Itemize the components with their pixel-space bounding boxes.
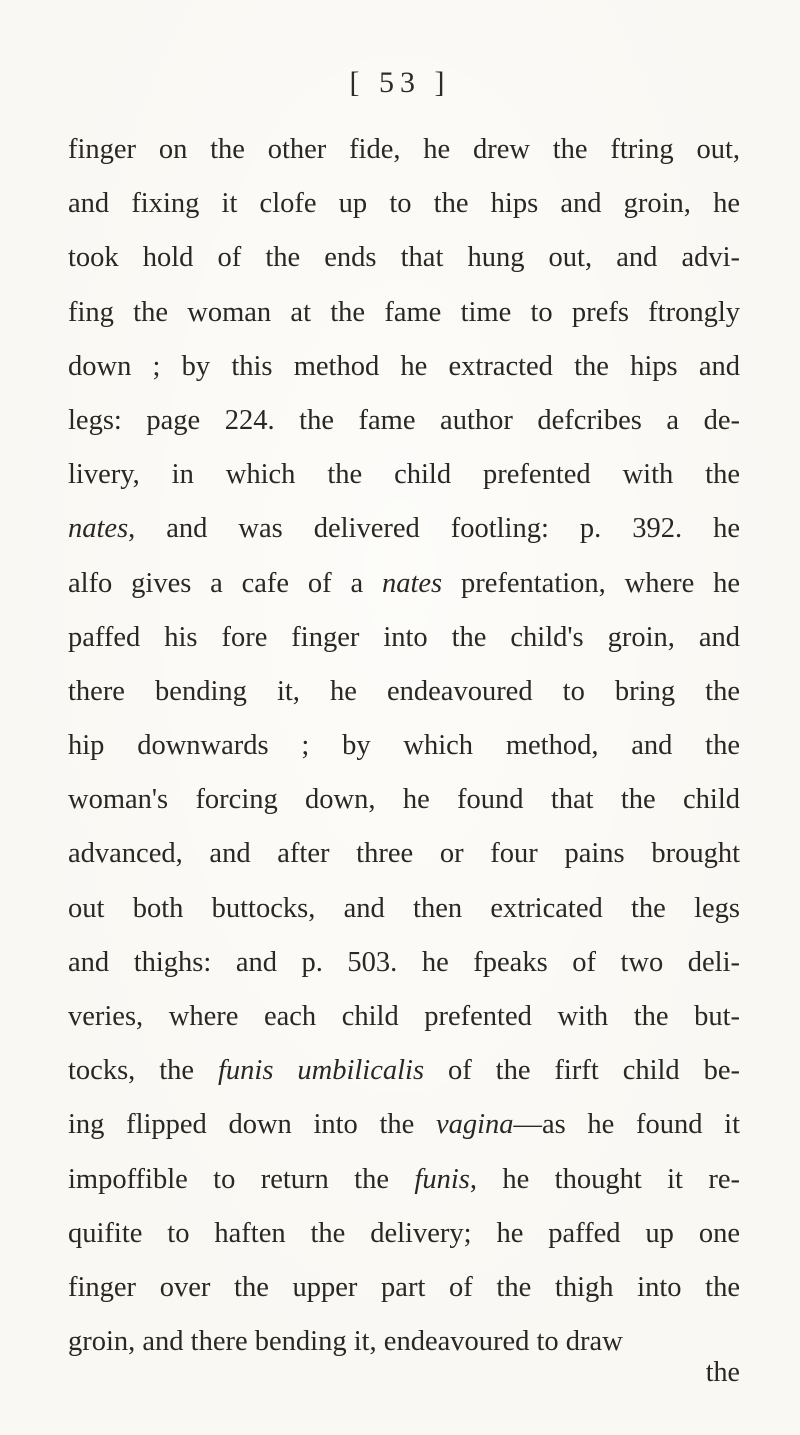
text-segment: quifite to haften the delivery; he paffed up one: [68, 1217, 740, 1249]
text-segment: down ; by this method he extracted the hips and: [68, 350, 740, 382]
text-line: [68, 990, 740, 1044]
text-segment: took hold of the ends that hung out, and advi-: [68, 242, 740, 274]
text-segment: and thighs: and p. 503. he fpeaks of two deli-: [68, 946, 740, 978]
text-line: [68, 719, 740, 773]
text-segment: veries, where each child prefented with the but-: [68, 1001, 740, 1032]
text-segment: finger over the upper part of the thigh into the: [68, 1271, 740, 1303]
text-segment: paffed his fore finger into the child's groin, and: [68, 621, 740, 653]
text-segment: of the firft child be-: [424, 1055, 741, 1087]
text-line: [68, 1098, 740, 1152]
italic-term: funis: [414, 1163, 470, 1195]
italic-term: vagina: [435, 1109, 514, 1141]
text-segment: fing the woman at the fame time to prefs ftrongly: [68, 296, 740, 328]
text-line: [68, 123, 740, 177]
catchword: the: [705, 1357, 740, 1388]
text-line: [68, 177, 740, 231]
text-segment: there bending it, he endeavoured to bring the: [68, 675, 740, 707]
text-line: [68, 611, 740, 665]
text-line: [68, 1153, 740, 1207]
text-line: [68, 1207, 740, 1261]
text-segment: finger on the other fide, he drew the ftring out,: [68, 134, 740, 165]
text-segment: advanced, and after three or four pains brought: [68, 838, 740, 870]
page-number: [ 53 ]: [349, 66, 451, 99]
text-segment: —as he found it: [513, 1109, 740, 1141]
text-segment: , he thought it re-: [469, 1163, 740, 1195]
text-segment: , and was delivered footling: p. 392. he: [128, 513, 740, 545]
text-segment: tocks, the: [68, 1055, 218, 1087]
text-line: [68, 231, 740, 285]
text-segment: groin, and there bending it, endeavoured to draw: [68, 1326, 623, 1358]
text-segment: woman's forcing down, he found that the child: [68, 784, 740, 816]
text-line: [68, 773, 740, 827]
text-line: [68, 448, 740, 502]
text-line: [68, 1261, 740, 1315]
text-segment: impoffible to return the: [68, 1163, 415, 1195]
text-line: [68, 286, 740, 340]
text-segment: and fixing it clofe up to the hips and groin, he: [68, 188, 740, 220]
text-segment: hip downwards ; by which method, and the: [68, 730, 740, 762]
text-line: [68, 340, 740, 394]
text-segment: out both buttocks, and then extricated the legs: [68, 892, 740, 924]
text-line: [68, 882, 740, 936]
text-segment: prefentation, where he: [442, 567, 740, 599]
italic-term: nates: [381, 567, 443, 599]
text-line: [68, 394, 740, 448]
text-segment: alfo gives a cafe of a: [68, 567, 382, 599]
text-line: [68, 936, 740, 990]
italic-term: nates: [68, 513, 129, 545]
italic-term: funis umbilicalis: [218, 1055, 425, 1087]
body-text: [68, 123, 740, 1369]
text-line: [68, 665, 740, 719]
text-segment: legs: page 224. the fame author defcribes a de-: [68, 404, 740, 436]
text-segment: livery, in which the child prefented with the: [68, 459, 740, 491]
text-line: [68, 827, 740, 881]
text-line: [68, 502, 740, 556]
text-segment: ing flipped down into the: [68, 1109, 436, 1141]
text-line: [68, 1044, 740, 1098]
text-line: [68, 557, 740, 611]
